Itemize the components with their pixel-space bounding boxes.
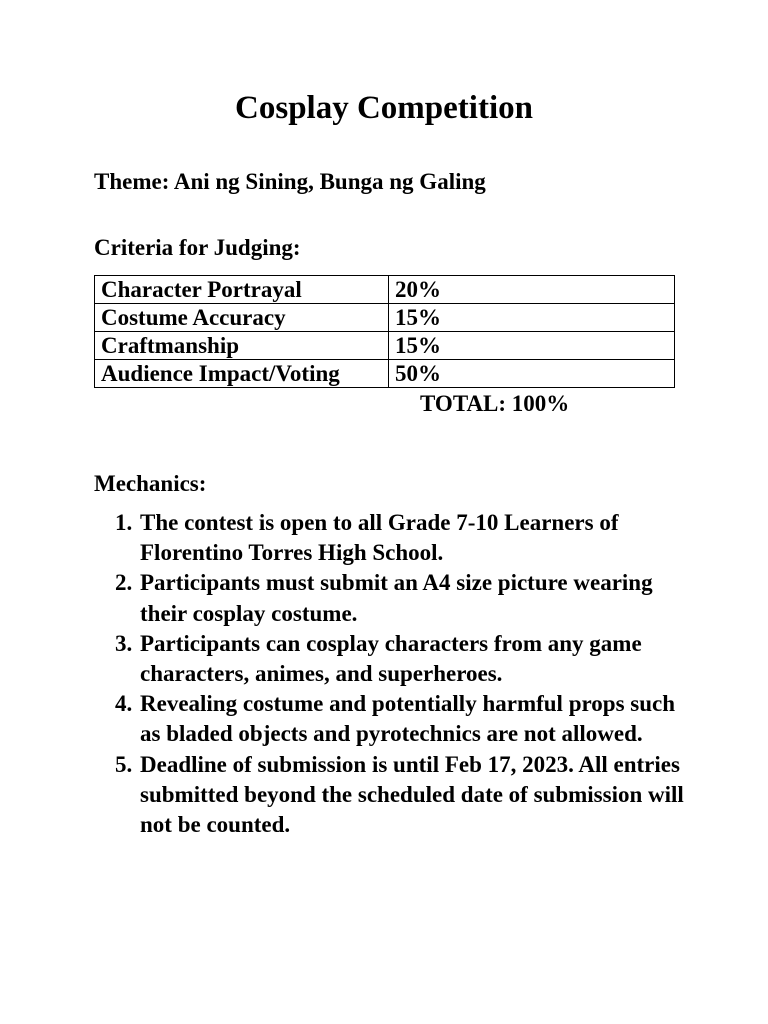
criteria-row — [95, 276, 675, 304]
criteria-weight: 15% — [389, 332, 675, 360]
mechanics-item — [94, 568, 694, 628]
document-title: Cosplay Competition — [235, 90, 533, 126]
criteria-name: Audience Impact/Voting — [95, 360, 389, 388]
theme-line: Theme: Ani ng Sining, Bunga ng Galing — [94, 169, 486, 194]
mechanics-item — [94, 750, 694, 841]
mechanics-item-number: 5. — [115, 751, 133, 777]
mechanics-item — [94, 689, 694, 749]
mechanics-item-number: 4. — [115, 691, 133, 717]
criteria-weight: 20% — [389, 276, 675, 304]
mechanics-heading: Mechanics: — [94, 471, 207, 496]
criteria-row — [95, 304, 675, 332]
mechanics-item-number: 1. — [115, 510, 133, 535]
total-weight: TOTAL: 100% — [420, 391, 570, 416]
mechanics-item — [94, 629, 694, 689]
criteria-table — [94, 275, 675, 388]
criteria-heading: Criteria for Judging: — [94, 235, 301, 260]
mechanics-item-number: 3. — [115, 630, 133, 656]
criteria-name: Craftmanship — [95, 332, 389, 360]
criteria-name: Character Portrayal — [95, 276, 389, 304]
mechanics-item-text: Participants can cosplay characters from any game characters, animes, and superheroes. — [140, 630, 642, 687]
mechanics-item-text: The contest is open to all Grade 7-10 Learners of Florentino Torres High School. — [140, 510, 619, 566]
mechanics-item-text: Deadline of submission is until Feb 17, 2023. All entries submitted beyond the scheduled date of submission will not be counted. — [140, 751, 684, 838]
mechanics-list — [94, 508, 694, 840]
criteria-weight: 50% — [389, 360, 675, 388]
criteria-row — [95, 360, 675, 388]
mechanics-item-text: Revealing costume and potentially harmful props such as bladed objects and pyrotechnics are not allowed. — [140, 691, 676, 747]
mechanics-item — [94, 508, 694, 568]
criteria-row — [95, 332, 675, 360]
mechanics-item-number: 2. — [115, 570, 133, 596]
criteria-name: Costume Accuracy — [95, 304, 389, 332]
mechanics-item-text: Participants must submit an A4 size picture wearing their cosplay costume. — [140, 570, 653, 626]
criteria-weight: 15% — [389, 304, 675, 332]
